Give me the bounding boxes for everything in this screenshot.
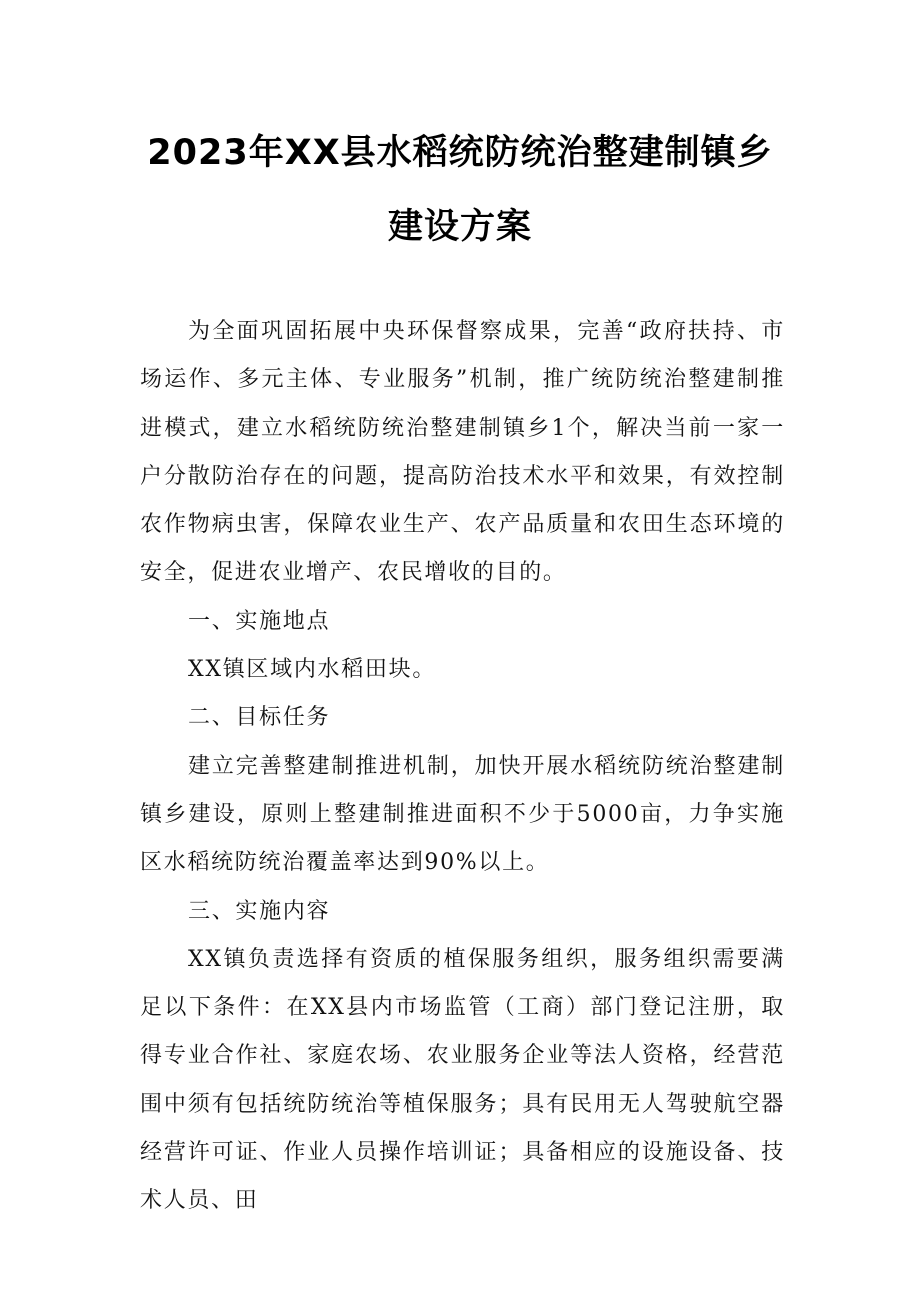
intro-paragraph: 为全面巩固拓展中央环保督察成果，完善“政府扶持、市场运作、多元主体、专业服务”机制，推广统防统治整建制推进模式，建立水稻统防统治整建制镇乡1个，解决当前一家一户分散防治存在的问题，提高防治技术水平和效果，有效控制农作物病虫害，保障农业生产、农产品质量和农田生态环境的安全，促进农业增产、农民增收的目的。 [140,319,785,586]
section-heading-location: 一、实施地点 [188,608,331,634]
section-heading-content: 三、实施内容 [188,898,331,924]
section-heading-goals: 二、目标任务 [188,705,331,731]
location-paragraph: XX镇区域内水稻田块。 [188,657,437,683]
document-body [140,308,785,1226]
document-title-line-1: 2023年XX县水稻统防统治整建制镇乡 [147,133,773,173]
content-paragraph: XX镇负责选择有资质的植保服务组织，服务组织需要满足以下条件：在XX县内市场监管（工商）部门登记注册，取得专业合作社、家庭农场、农业服务企业等法人资格，经营范围中须有包括统防统治等植保服务；具有民用无人驾驶航空器经营许可证、作业人员操作培训证；具备相应的设施设备、技术人员、田 [140,946,785,1214]
document-title-line-2: 建设方案 [387,207,532,247]
goals-paragraph: 建立完善整建制推进机制，加快开展水稻统防统治整建制镇乡建设，原则上整建制推进面积不少于5000亩，力争实施区水稻统防统治覆盖率达到90%以上。 [140,753,785,876]
